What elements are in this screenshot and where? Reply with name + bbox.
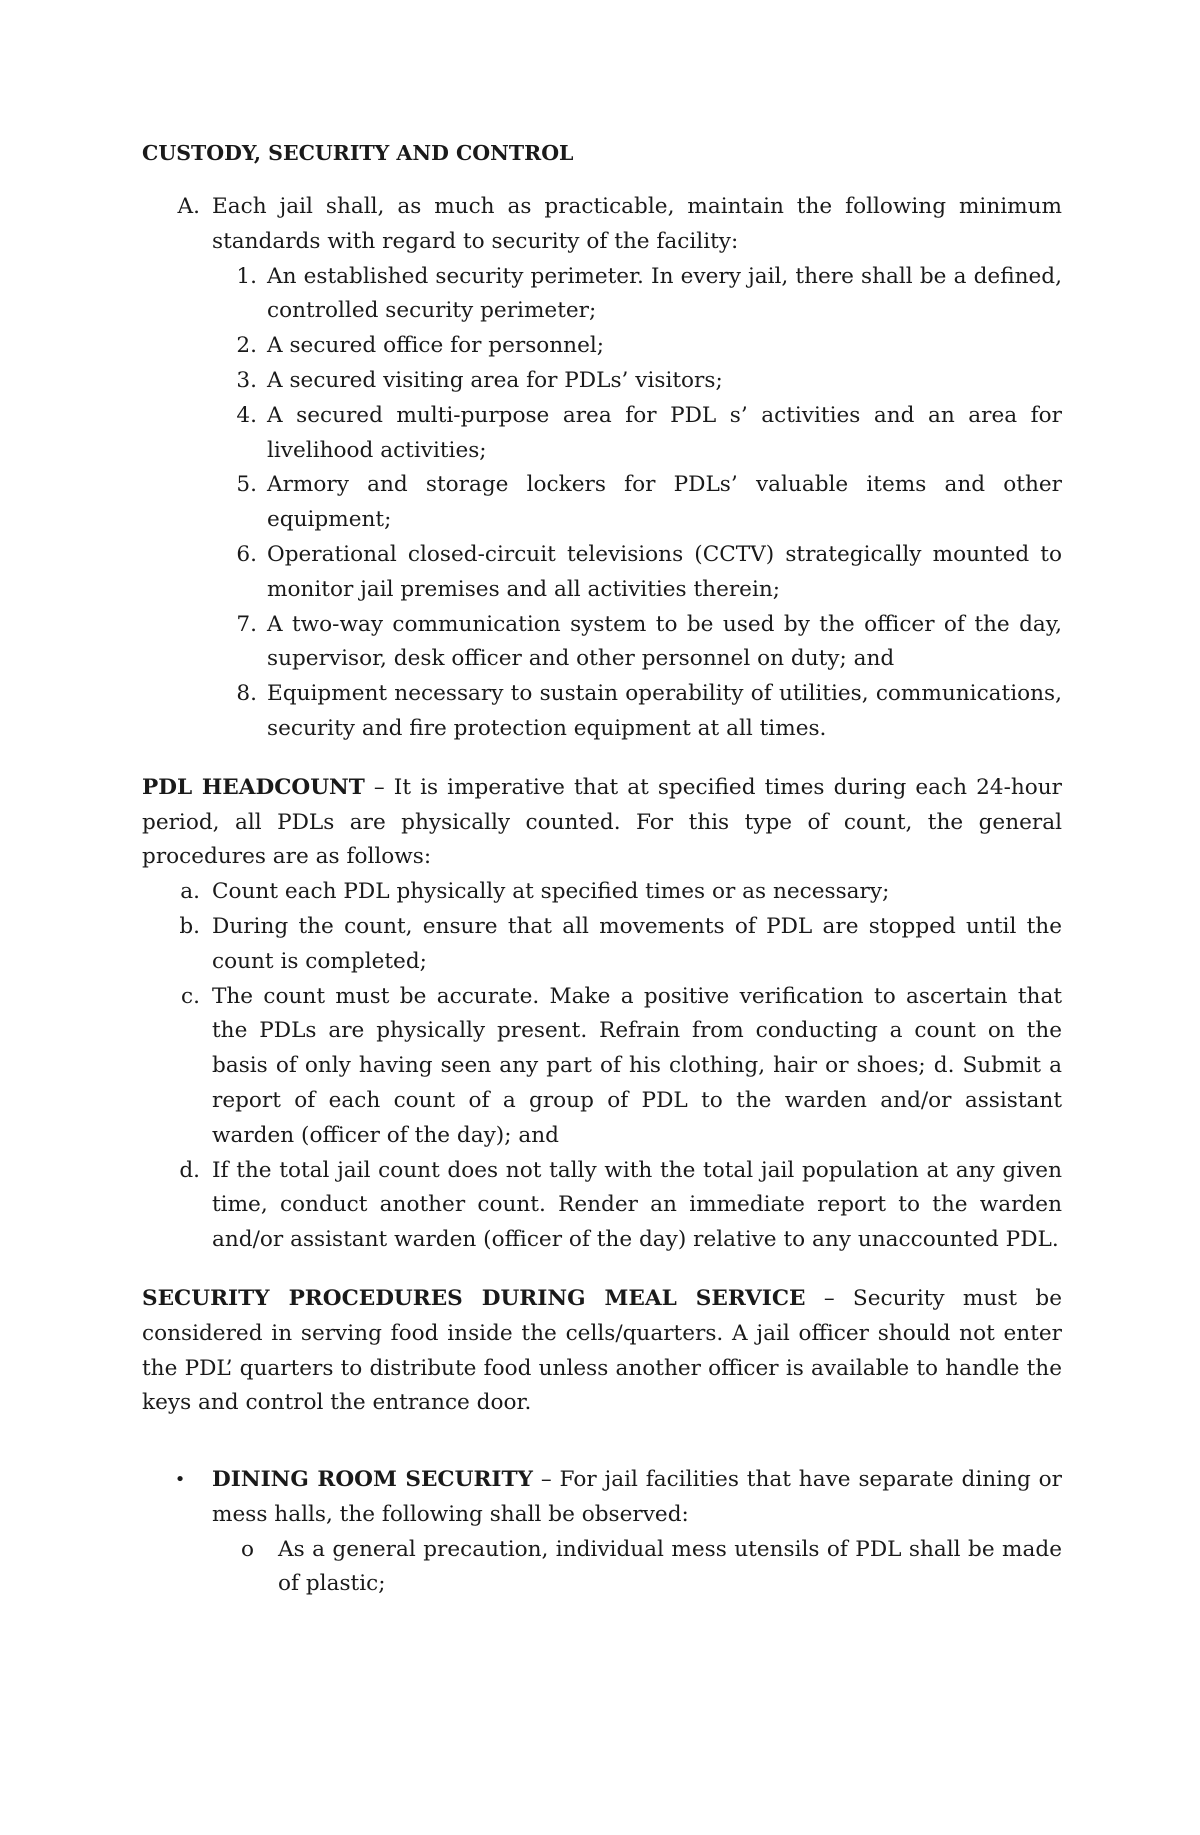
list-marker: b. (179, 913, 200, 939)
list-marker: 8. (236, 681, 257, 707)
list-marker: 4. (236, 402, 257, 428)
list-item-text: An established security perimeter. In every jail, there shall be a defined, controlled security perimeter; (267, 263, 1062, 324)
dining-title: DINING ROOM SECURITY (212, 1467, 533, 1493)
list-item-text: As a general precaution, individual mess utensils of PDL shall be made of plastic; (278, 1536, 1062, 1597)
dining-body: – For jail facilities that have separate dining or mess halls, the following shall be observed: (212, 1467, 1063, 1527)
list-item-text: A two-way communication system to be used by the officer of the day, supervisor, desk officer and other personnel on duty; and (267, 611, 1062, 672)
list-item (142, 538, 1062, 608)
headcount-text: – It is imperative that at specified times during each 24-hour period, all PDLs are physically counted. For this type of count, the general procedures are as follows: (142, 774, 1062, 870)
list-item-text: If the total jail count does not tally with the total jail population at any given time, conduct another count. Render an immediate report to the warden and/or assistant warden (officer of the day) relative to any unaccounted PDL. (212, 1157, 1062, 1253)
meal-paragraph (142, 1282, 1062, 1421)
list-item (142, 329, 1062, 364)
list-marker: 3. (236, 367, 257, 393)
list-item (142, 677, 1062, 747)
list-item-text: The count must be accurate. Make a positive verification to ascertain that the PDLs are physically present. Refrain from conducting a count on the basis of only having seen any part of his clothing, hair or shoes; d. Submit a report of each count of a group of PDL to the warden and/or assistant warden (officer of the day); and (212, 983, 1062, 1148)
list-marker: 1. (236, 263, 257, 289)
list-item-text: During the count, ensure that all movements of PDL are stopped until the count is completed; (212, 913, 1062, 974)
list-marker: 2. (236, 333, 257, 359)
dining-section (142, 1463, 1062, 1602)
list-item-text: Equipment necessary to sustain operability of utilities, communications, security and fire protection equipment at all times. (267, 681, 1062, 741)
list-item (142, 875, 1062, 910)
list-item (142, 608, 1062, 678)
meal-text: – Security must be considered in serving food inside the cells/quarters. A jail officer should not enter the PDL’ quarters to distribute food unless another officer is available to handle the keys and control the entrance door. (142, 1285, 1062, 1416)
list-marker: A. (177, 194, 200, 219)
list-marker: a. (180, 879, 200, 905)
list-item (142, 1463, 1062, 1533)
list-item (142, 980, 1062, 1154)
list-marker: c. (181, 983, 200, 1009)
list-item (142, 910, 1062, 980)
headcount-paragraph (142, 771, 1062, 875)
dining-text (212, 1463, 1062, 1533)
section-a-text: Each jail shall, as much as practicable, maintain the following minimum standards with regard to security of the facility: (212, 194, 1062, 254)
list-item-text: A secured visiting area for PDLs’ visitors; (267, 367, 723, 393)
list-marker: 6. (236, 541, 257, 567)
headcount-title: PDL HEADCOUNT (142, 774, 365, 800)
list-item-text: Operational closed-circuit televisions (CCTV) strategically mounted to monitor jail premises and all activities therein; (267, 541, 1062, 602)
list-item (142, 1154, 1062, 1258)
list-item (142, 260, 1062, 330)
section-a-intro (142, 190, 1062, 260)
list-marker: 5. (236, 472, 257, 498)
bullet-icon: • (174, 1469, 186, 1491)
section-a (142, 190, 1062, 747)
meal-title: SECURITY PROCEDURES DURING MEAL SERVICE (142, 1285, 806, 1311)
list-item (142, 1533, 1062, 1603)
page-title: CUSTODY, SECURITY AND CONTROL (142, 141, 574, 165)
list-item (142, 364, 1062, 399)
list-item (142, 399, 1062, 469)
list-item-text: A secured multi-purpose area for PDL s’ activities and an area for livelihood activities; (267, 402, 1062, 463)
sub-bullet-icon: o (240, 1536, 254, 1562)
list-item (142, 468, 1062, 538)
security-standards-list (142, 260, 1062, 747)
document-page (142, 136, 1062, 1602)
list-marker: d. (179, 1157, 200, 1183)
list-marker: 7. (236, 611, 257, 637)
list-item-text: Armory and storage lockers for PDLs’ valuable items and other equipment; (267, 472, 1062, 533)
headcount-list (142, 875, 1062, 1258)
list-item-text: A secured office for personnel; (267, 333, 605, 359)
list-item-text: Count each PDL physically at specified times or as necessary; (212, 879, 890, 905)
